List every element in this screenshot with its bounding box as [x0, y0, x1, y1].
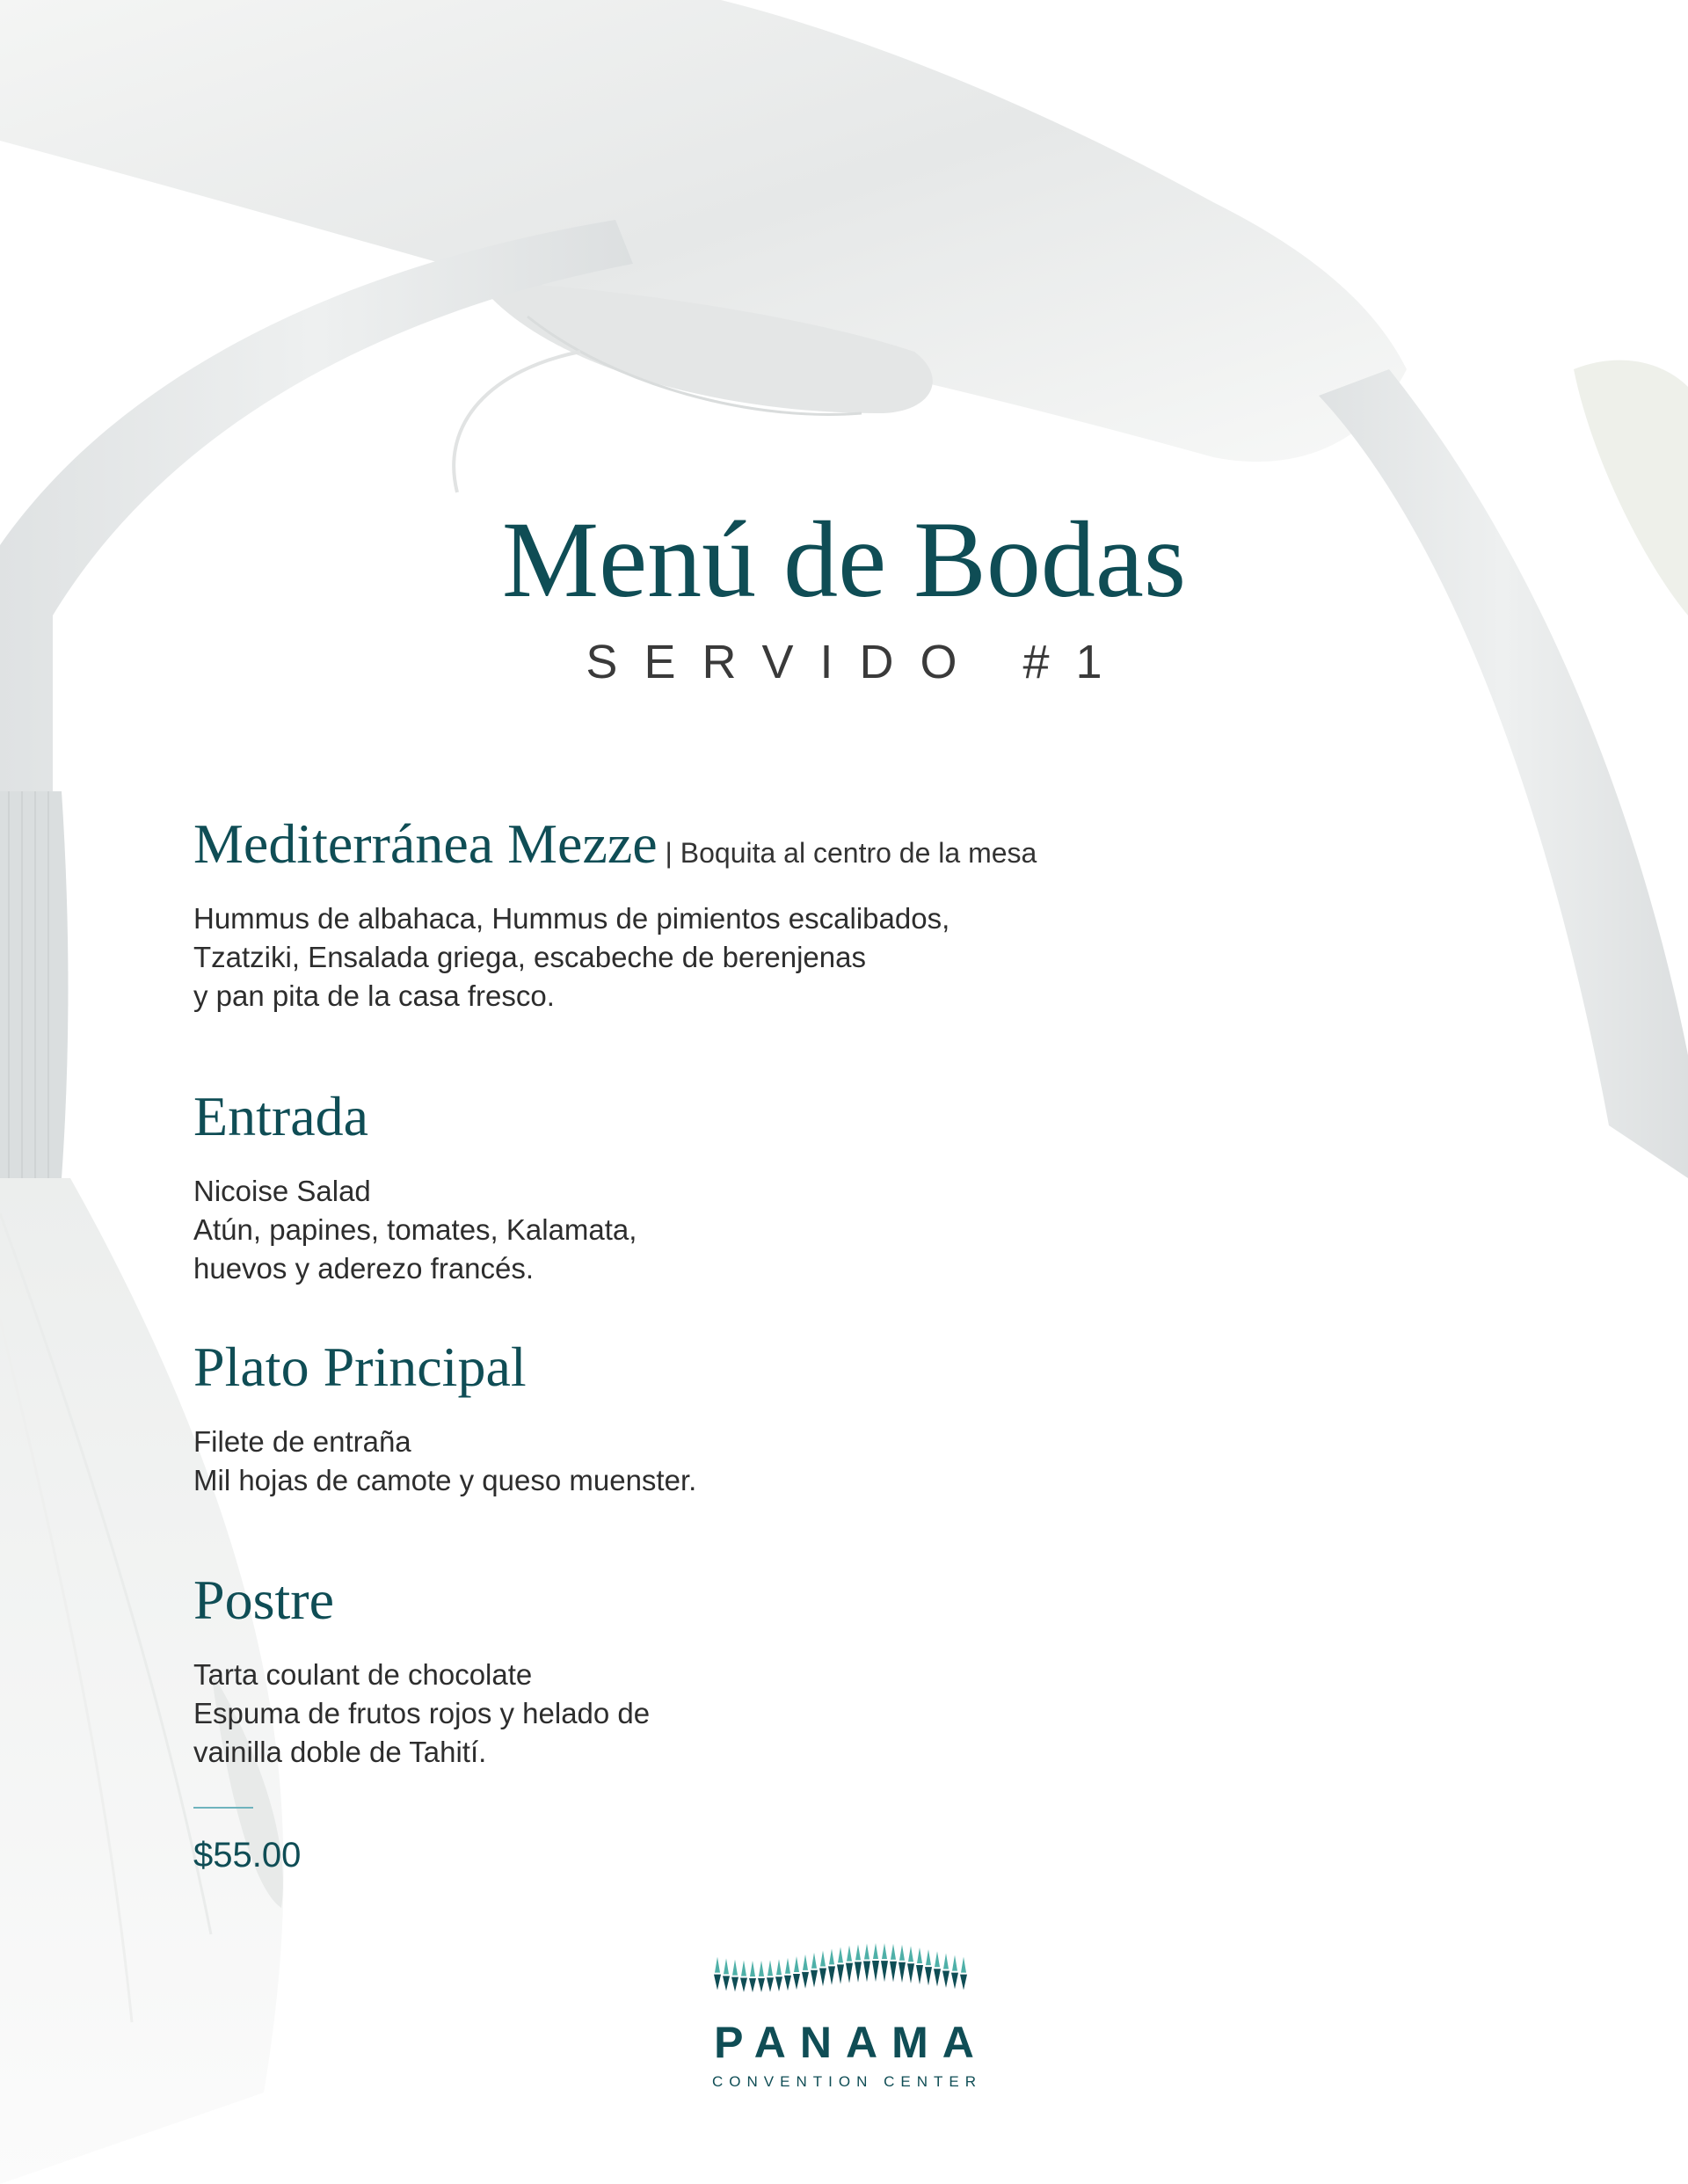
logo-triangle-up	[715, 1957, 720, 1973]
menu-line: Atún, papines, tomates, Kalamata,	[193, 1213, 637, 1247]
logo-triangle-down	[942, 1971, 950, 1988]
logo-name: PANAMA	[714, 2018, 988, 2067]
logo-triangle-down	[723, 1976, 730, 1991]
logo-triangle-up	[741, 1961, 746, 1977]
menu-line: Filete de entraña	[193, 1425, 411, 1459]
logo-triangle-down	[837, 1964, 844, 1984]
logo-triangle-down	[714, 1975, 721, 1991]
logo-triangle-up	[926, 1949, 931, 1965]
section-mezze	[193, 813, 1512, 1016]
logo-triangle-down	[731, 1977, 738, 1992]
section-body	[193, 1172, 1512, 1288]
menu-line: Mil hojas de camote y queso muenster.	[193, 1464, 697, 1497]
logo-triangle-down	[775, 1977, 782, 1991]
logo-triangle-down	[951, 1973, 958, 1990]
menu-line: y pan pita de la casa fresco.	[193, 979, 555, 1013]
logo-triangle-down	[907, 1963, 914, 1984]
section-heading: Entrada	[193, 1085, 368, 1147]
logo-triangle-down	[934, 1969, 941, 1986]
logo-triangle-down	[767, 1977, 774, 1991]
logo-triangle-up	[961, 1957, 966, 1973]
menu-line: Nicoise Salad	[193, 1175, 371, 1208]
logo-triangle-up	[908, 1946, 913, 1962]
section-heading: Mediterránea Mezze | Boquita al centro de la mesa	[193, 812, 1037, 875]
logo-triangle-up	[759, 1961, 764, 1977]
logo-triangle-up	[785, 1958, 790, 1974]
logo-triangle-up	[855, 1944, 861, 1960]
logo-triangle-down	[740, 1978, 747, 1992]
logo-triangle-up	[891, 1944, 896, 1960]
logo-triangle-down	[819, 1968, 826, 1986]
menu-line: Hummus de albahaca, Hummus de pimientos escalibados,	[193, 902, 950, 935]
logo-triangle-down	[758, 1978, 765, 1992]
section-postre	[193, 1569, 1512, 1772]
logo-triangle-down	[863, 1961, 870, 1982]
logo-subtitle: CONVENTION CENTER	[712, 2073, 982, 2090]
logo-triangle-down	[925, 1967, 932, 1985]
price-divider	[193, 1807, 253, 1809]
logo-triangle-down	[890, 1962, 897, 1983]
logo-triangle-up	[776, 1959, 782, 1975]
logo-triangle-down	[899, 1962, 906, 1983]
logo-triangle-up	[882, 1943, 887, 1959]
wave-triangles-icon	[712, 1934, 976, 2005]
logo-triangle-up	[935, 1951, 940, 1967]
menu-line: Espuma de frutos rojos y helado de	[193, 1697, 651, 1730]
price: $55.00	[193, 1836, 302, 1875]
section-note: | Boquita al centro de la mesa	[657, 837, 1037, 869]
menu-line: vainilla doble de Tahití.	[193, 1736, 487, 1769]
logo-triangle-down	[960, 1975, 967, 1991]
section-body	[193, 899, 1512, 1016]
logo-triangle-up	[847, 1946, 852, 1962]
section-plato-principal	[193, 1336, 1512, 1500]
logo-triangle-up	[750, 1961, 755, 1977]
logo-triangle-up	[811, 1953, 817, 1969]
panama-convention-center-logo	[686, 1934, 1002, 2091]
logo-triangle-down	[749, 1978, 756, 1992]
logo-triangle-up	[838, 1947, 843, 1962]
menu-line: Tarta coulant de chocolate	[193, 1658, 533, 1692]
logo-triangle-up	[803, 1955, 808, 1970]
menu-line: huevos y aderezo francés.	[193, 1252, 535, 1285]
logo-triangle-down	[872, 1961, 879, 1982]
logo-triangle-up	[794, 1956, 799, 1972]
logo-triangle-up	[829, 1948, 834, 1964]
logo-triangle-down	[811, 1970, 818, 1988]
logo-triangle-down	[846, 1963, 853, 1984]
section-heading: Plato Principal	[193, 1336, 527, 1398]
logo-triangle-up	[768, 1960, 773, 1976]
section-heading: Postre	[193, 1569, 334, 1631]
logo-triangle-up	[873, 1943, 878, 1959]
section-entrada	[193, 1086, 1512, 1288]
logo-triangle-down	[916, 1965, 923, 1984]
logo-triangle-down	[784, 1976, 791, 1991]
section-body	[193, 1656, 1512, 1772]
logo-triangle-up	[899, 1945, 905, 1961]
logo-triangle-down	[881, 1961, 888, 1982]
logo-triangle-up	[724, 1958, 729, 1974]
logo-triangle-up	[864, 1943, 869, 1959]
logo-triangle-up	[820, 1950, 826, 1966]
logo-triangle-down	[828, 1966, 835, 1984]
page-subtitle: SERVIDO #1	[586, 636, 1129, 688]
logo-triangle-down	[855, 1962, 862, 1982]
logo-triangle-up	[943, 1954, 949, 1969]
logo-triangle-up	[952, 1955, 957, 1971]
logo-triangle-down	[802, 1972, 809, 1989]
page-title: Menú de Bodas	[501, 499, 1187, 620]
logo-triangle-down	[793, 1974, 800, 1990]
section-body	[193, 1423, 1512, 1500]
menu-line: Tzatziki, Ensalada griega, escabeche de berenjenas	[193, 941, 866, 974]
logo-triangle-up	[917, 1947, 922, 1963]
logo-triangle-up	[732, 1960, 738, 1976]
